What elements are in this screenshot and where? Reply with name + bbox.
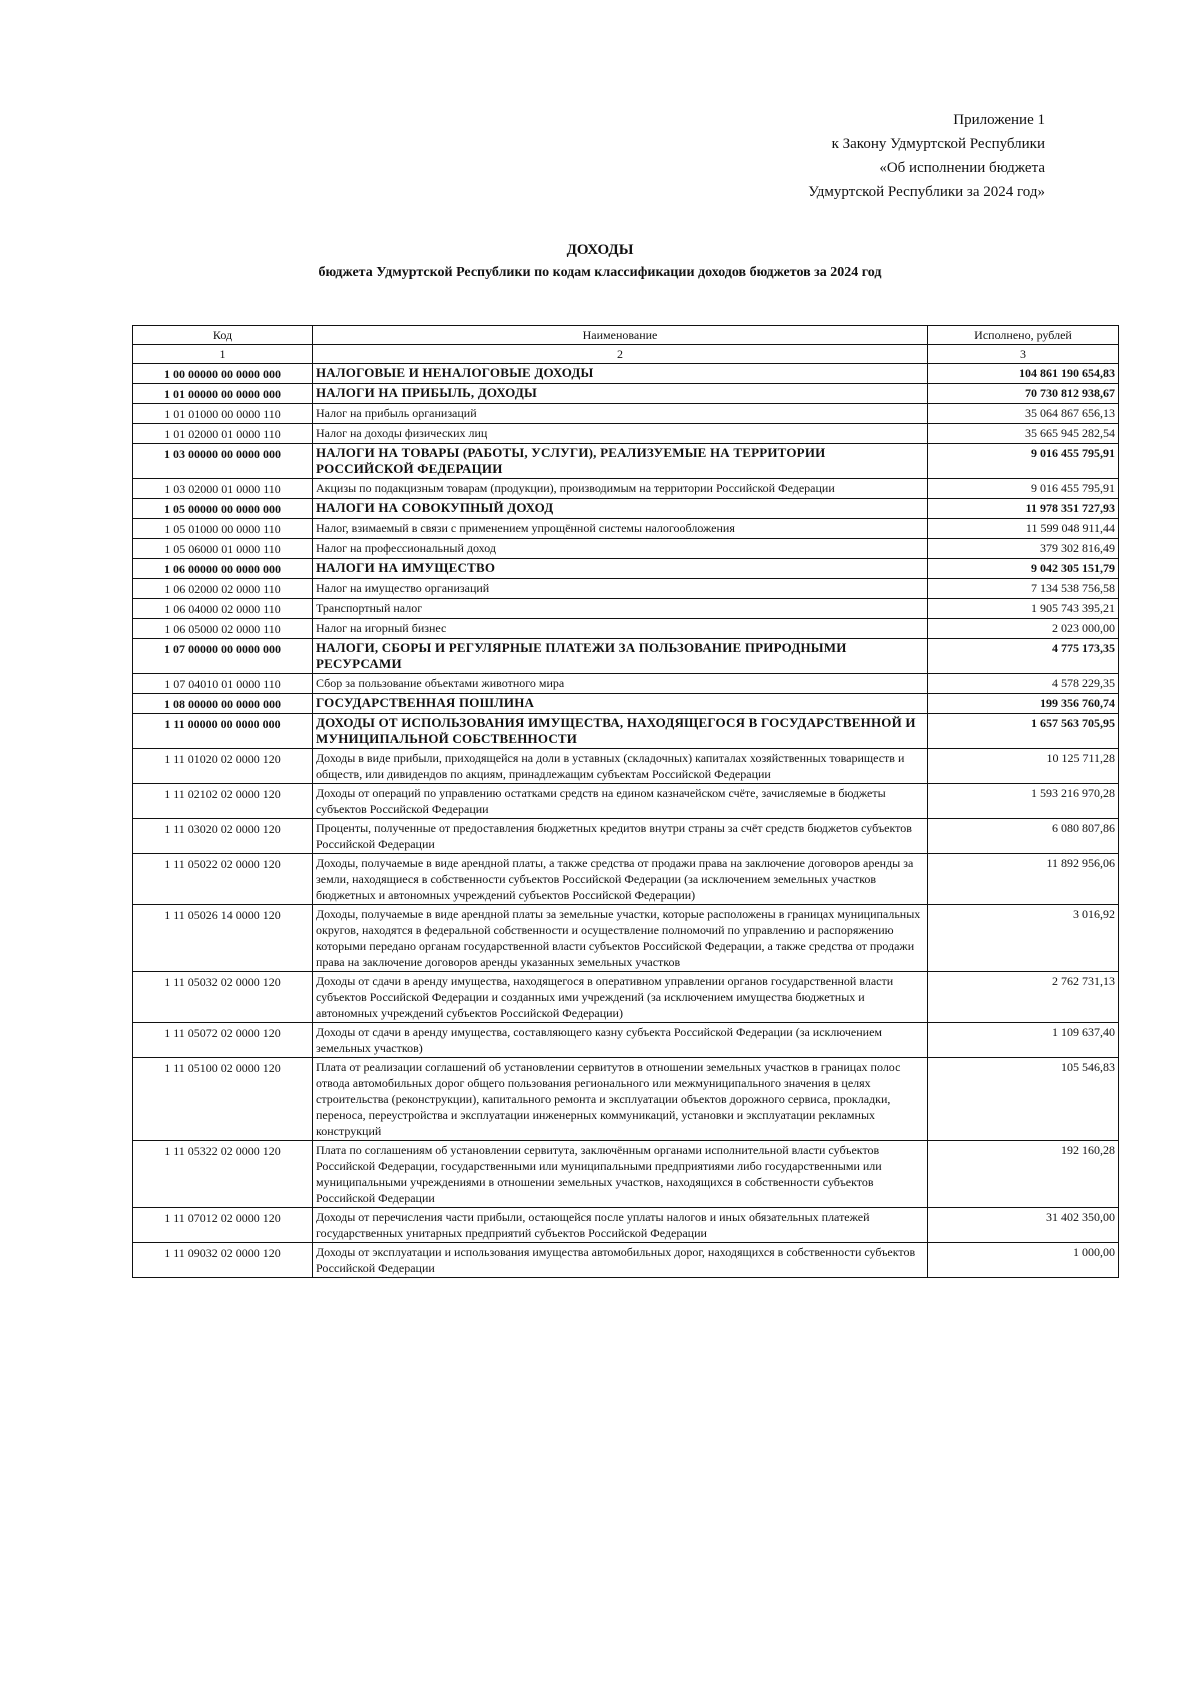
row-amount: 9 016 455 795,91 bbox=[928, 444, 1119, 479]
row-code: 1 11 05022 02 0000 120 bbox=[133, 854, 313, 905]
row-amount: 192 160,28 bbox=[928, 1141, 1119, 1208]
table-row bbox=[133, 519, 1119, 539]
row-amount: 4 578 229,35 bbox=[928, 674, 1119, 694]
row-amount: 2 762 731,13 bbox=[928, 972, 1119, 1023]
row-code: 1 06 05000 02 0000 110 bbox=[133, 619, 313, 639]
row-name: Доходы, получаемые в виде арендной платы, а также средства от продажи права на заключение договоров аренды за земли, находящиеся в собственности субъектов Российской Федерации (за исключением земельных участков бюджетных и автономных учреждений субъектов Российской Федерации) bbox=[313, 854, 928, 905]
row-name: Плата по соглашениям об установлении сервитута, заключённым органами исполнительной власти субъектов Российской Федерации, государственными или муниципальными предприятиями либо государственными или муниципальными учреждениями в отношении земельных участков, находящихся в собственности субъектов Российской Федерации bbox=[313, 1141, 928, 1208]
row-name: Налог на профессиональный доход bbox=[313, 539, 928, 559]
row-code: 1 11 03020 02 0000 120 bbox=[133, 819, 313, 854]
table-row bbox=[133, 384, 1119, 404]
row-name: НАЛОГИ НА ПРИБЫЛЬ, ДОХОДЫ bbox=[313, 384, 928, 404]
appendix-line: Удмуртской Республики за 2024 год» bbox=[808, 184, 1045, 200]
row-code: 1 03 02000 01 0000 110 bbox=[133, 479, 313, 499]
row-name: НАЛОГИ НА СОВОКУПНЫЙ ДОХОД bbox=[313, 499, 928, 519]
revenue-table bbox=[132, 325, 1119, 1278]
table-row bbox=[133, 1243, 1119, 1278]
row-name: Доходы в виде прибыли, приходящейся на доли в уставных (складочных) капиталах хозяйственных товариществ и обществ, или дивидендов по акциям, принадлежащим субъектам Российской Федерации bbox=[313, 749, 928, 784]
row-amount: 1 109 637,40 bbox=[928, 1023, 1119, 1058]
appendix-line: к Закону Удмуртской Республики bbox=[831, 136, 1045, 152]
table-row bbox=[133, 539, 1119, 559]
table-row bbox=[133, 579, 1119, 599]
row-amount: 11 978 351 727,93 bbox=[928, 499, 1119, 519]
row-name: Транспортный налог bbox=[313, 599, 928, 619]
row-name: Доходы от операций по управлению остатками средств на едином казначейском счёте, зачисляемые в бюджеты субъектов Российской Федерации bbox=[313, 784, 928, 819]
table-row bbox=[133, 854, 1119, 905]
row-code: 1 11 07012 02 0000 120 bbox=[133, 1208, 313, 1243]
table-row bbox=[133, 784, 1119, 819]
row-name: Налог на прибыль организаций bbox=[313, 404, 928, 424]
row-code: 1 06 00000 00 0000 000 bbox=[133, 559, 313, 579]
row-amount: 11 599 048 911,44 bbox=[928, 519, 1119, 539]
table-row bbox=[133, 674, 1119, 694]
row-amount: 9 042 305 151,79 bbox=[928, 559, 1119, 579]
row-name: НАЛОГОВЫЕ И НЕНАЛОГОВЫЕ ДОХОДЫ bbox=[313, 364, 928, 384]
row-code: 1 11 05026 14 0000 120 bbox=[133, 905, 313, 972]
column-number: 2 bbox=[313, 345, 928, 364]
appendix-line: Приложение 1 bbox=[953, 112, 1045, 128]
row-name: Доходы от эксплуатации и использования имущества автомобильных дорог, находящихся в собственности субъектов Российской Федерации bbox=[313, 1243, 928, 1278]
row-name: Налог на доходы физических лиц bbox=[313, 424, 928, 444]
table-column-numbers-row bbox=[133, 345, 1119, 364]
table-row bbox=[133, 404, 1119, 424]
row-code: 1 05 06000 01 0000 110 bbox=[133, 539, 313, 559]
table-row bbox=[133, 479, 1119, 499]
row-name: НАЛОГИ НА ИМУЩЕСТВО bbox=[313, 559, 928, 579]
table-row bbox=[133, 444, 1119, 479]
row-code: 1 11 02102 02 0000 120 bbox=[133, 784, 313, 819]
row-code: 1 05 01000 00 0000 110 bbox=[133, 519, 313, 539]
row-name: Сбор за пользование объектами животного мира bbox=[313, 674, 928, 694]
row-code: 1 01 00000 00 0000 000 bbox=[133, 384, 313, 404]
document-subtitle: бюджета Удмуртской Республики по кодам классификации доходов бюджетов за 2024 год bbox=[318, 265, 882, 280]
column-number: 1 bbox=[133, 345, 313, 364]
row-code: 1 00 00000 00 0000 000 bbox=[133, 364, 313, 384]
row-code: 1 11 05032 02 0000 120 bbox=[133, 972, 313, 1023]
table-header-row bbox=[133, 326, 1119, 345]
table-row bbox=[133, 559, 1119, 579]
row-name: Акцизы по подакцизным товарам (продукции), производимым на территории Российской Федерации bbox=[313, 479, 928, 499]
row-amount: 104 861 190 654,83 bbox=[928, 364, 1119, 384]
row-code: 1 01 02000 01 0000 110 bbox=[133, 424, 313, 444]
row-amount: 6 080 807,86 bbox=[928, 819, 1119, 854]
header-amount: Исполнено, рублей bbox=[928, 326, 1119, 345]
table-row bbox=[133, 1141, 1119, 1208]
row-amount: 35 064 867 656,13 bbox=[928, 404, 1119, 424]
row-name: Доходы от сдачи в аренду имущества, составляющего казну субъекта Российской Федерации (за исключением земельных участков) bbox=[313, 1023, 928, 1058]
row-name: ГОСУДАРСТВЕННАЯ ПОШЛИНА bbox=[313, 694, 928, 714]
row-name: НАЛОГИ, СБОРЫ И РЕГУЛЯРНЫЕ ПЛАТЕЖИ ЗА ПОЛЬЗОВАНИЕ ПРИРОДНЫМИ РЕСУРСАМИ bbox=[313, 639, 928, 674]
table-row bbox=[133, 819, 1119, 854]
row-code: 1 08 00000 00 0000 000 bbox=[133, 694, 313, 714]
table-row bbox=[133, 1058, 1119, 1141]
header-name: Наименование bbox=[313, 326, 928, 345]
row-amount: 3 016,92 bbox=[928, 905, 1119, 972]
row-amount: 31 402 350,00 bbox=[928, 1208, 1119, 1243]
row-code: 1 11 05100 02 0000 120 bbox=[133, 1058, 313, 1141]
row-code: 1 11 00000 00 0000 000 bbox=[133, 714, 313, 749]
row-name: Налог на игорный бизнес bbox=[313, 619, 928, 639]
table-row bbox=[133, 694, 1119, 714]
table-row bbox=[133, 1023, 1119, 1058]
column-number: 3 bbox=[928, 345, 1119, 364]
row-code: 1 03 00000 00 0000 000 bbox=[133, 444, 313, 479]
table-row bbox=[133, 1208, 1119, 1243]
row-amount: 2 023 000,00 bbox=[928, 619, 1119, 639]
row-code: 1 01 01000 00 0000 110 bbox=[133, 404, 313, 424]
row-amount: 1 657 563 705,95 bbox=[928, 714, 1119, 749]
row-name: Налог на имущество организаций bbox=[313, 579, 928, 599]
row-name: Плата от реализации соглашений об установлении сервитутов в отношении земельных участков в границах полос отвода автомобильных дорог общего пользования регионального или межмуниципального значения в целях строительства (реконструкции), капитального ремонта и эксплуатации объектов дорожного сервиса, прокладки, переноса, переустройства и эксплуатации инженерных коммуникаций, установки и эксплуатации рекламных конструкций bbox=[313, 1058, 928, 1141]
row-code: 1 06 04000 02 0000 110 bbox=[133, 599, 313, 619]
revenue-table-body bbox=[133, 326, 1119, 1278]
row-amount: 7 134 538 756,58 bbox=[928, 579, 1119, 599]
row-code: 1 05 00000 00 0000 000 bbox=[133, 499, 313, 519]
table-row bbox=[133, 499, 1119, 519]
row-name: Доходы от сдачи в аренду имущества, находящегося в оперативном управлении органов государственной власти субъектов Российской Федерации и созданных ими учреждений (за исключением имущества бюджетных и автономных учреждений субъектов Российской Федерации) bbox=[313, 972, 928, 1023]
row-amount: 70 730 812 938,67 bbox=[928, 384, 1119, 404]
row-code: 1 06 02000 02 0000 110 bbox=[133, 579, 313, 599]
table-row bbox=[133, 972, 1119, 1023]
row-amount: 1 000,00 bbox=[928, 1243, 1119, 1278]
row-amount: 105 546,83 bbox=[928, 1058, 1119, 1141]
row-amount: 199 356 760,74 bbox=[928, 694, 1119, 714]
row-code: 1 11 05072 02 0000 120 bbox=[133, 1023, 313, 1058]
table-row bbox=[133, 639, 1119, 674]
row-code: 1 07 00000 00 0000 000 bbox=[133, 639, 313, 674]
row-amount: 1 905 743 395,21 bbox=[928, 599, 1119, 619]
table-row bbox=[133, 714, 1119, 749]
appendix-note bbox=[808, 108, 1045, 204]
row-amount: 11 892 956,06 bbox=[928, 854, 1119, 905]
row-name: Доходы, получаемые в виде арендной платы за земельные участки, которые расположены в границах муниципальных округов, находятся в федеральной собственности и осуществление полномочий по управлению и распоряжению которыми передано органам государственной власти субъектов Российской Федерации, а также средства от продажи права на заключение договоров аренды указанных земельных участков bbox=[313, 905, 928, 972]
appendix-line: «Об исполнении бюджета bbox=[879, 160, 1045, 176]
row-amount: 4 775 173,35 bbox=[928, 639, 1119, 674]
document-title: ДОХОДЫ bbox=[566, 242, 634, 258]
row-amount: 1 593 216 970,28 bbox=[928, 784, 1119, 819]
table-row bbox=[133, 424, 1119, 444]
row-code: 1 07 04010 01 0000 110 bbox=[133, 674, 313, 694]
row-name: Налог, взимаемый в связи с применением упрощённой системы налогообложения bbox=[313, 519, 928, 539]
row-name: ДОХОДЫ ОТ ИСПОЛЬЗОВАНИЯ ИМУЩЕСТВА, НАХОДЯЩЕГОСЯ В ГОСУДАРСТВЕННОЙ И МУНИЦИПАЛЬНОЙ СОБСТВЕННОСТИ bbox=[313, 714, 928, 749]
row-amount: 9 016 455 795,91 bbox=[928, 479, 1119, 499]
row-name: Проценты, полученные от предоставления бюджетных кредитов внутри страны за счёт средств бюджетов субъектов Российской Федерации bbox=[313, 819, 928, 854]
row-name: НАЛОГИ НА ТОВАРЫ (РАБОТЫ, УСЛУГИ), РЕАЛИЗУЕМЫЕ НА ТЕРРИТОРИИ РОССИЙСКОЙ ФЕДЕРАЦИИ bbox=[313, 444, 928, 479]
table-row bbox=[133, 749, 1119, 784]
row-amount: 35 665 945 282,54 bbox=[928, 424, 1119, 444]
row-code: 1 11 09032 02 0000 120 bbox=[133, 1243, 313, 1278]
row-code: 1 11 01020 02 0000 120 bbox=[133, 749, 313, 784]
table-row bbox=[133, 364, 1119, 384]
table-row bbox=[133, 599, 1119, 619]
header-code: Код bbox=[133, 326, 313, 345]
row-amount: 379 302 816,49 bbox=[928, 539, 1119, 559]
row-amount: 10 125 711,28 bbox=[928, 749, 1119, 784]
table-row bbox=[133, 619, 1119, 639]
row-name: Доходы от перечисления части прибыли, остающейся после уплаты налогов и иных обязательных платежей государственных унитарных предприятий субъектов Российской Федерации bbox=[313, 1208, 928, 1243]
table-row bbox=[133, 905, 1119, 972]
row-code: 1 11 05322 02 0000 120 bbox=[133, 1141, 313, 1208]
